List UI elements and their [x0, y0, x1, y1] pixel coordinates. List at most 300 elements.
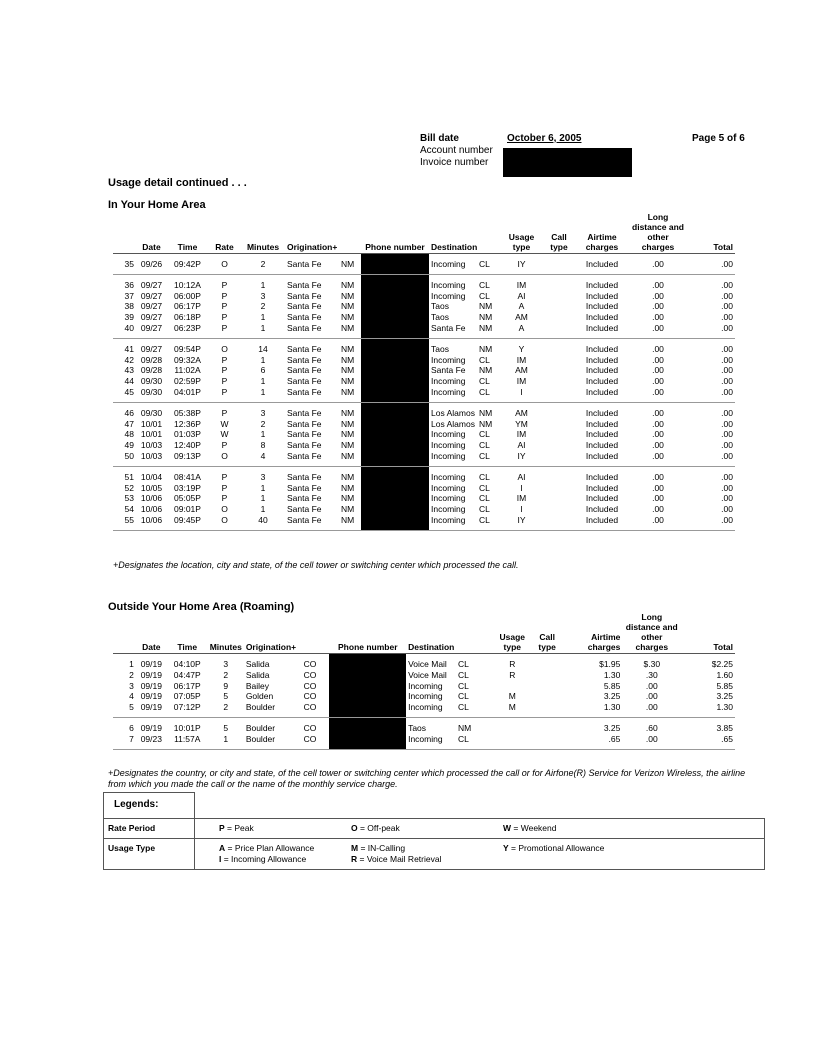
home-row: [113, 515, 735, 530]
roam-cell: 11:57A: [174, 733, 201, 744]
home-cell: Santa Fe: [287, 312, 322, 323]
home-cell: NM: [341, 343, 355, 354]
home-cell: 10/03: [140, 450, 163, 461]
home-cell: 1: [260, 322, 266, 333]
roam-cell: 09/19: [140, 722, 162, 733]
home-row: [113, 387, 735, 402]
roam-cell: .65: [721, 733, 733, 744]
home-cell: [544, 254, 574, 275]
home-cell: Included: [585, 450, 619, 461]
home-cell: YM: [515, 418, 528, 429]
home-cell: Included: [585, 301, 619, 312]
home-cell: IM: [516, 429, 527, 440]
roam-cell: .60: [645, 722, 658, 733]
home-cell: .00: [652, 418, 664, 429]
col-long-distance: Long distance and other charges: [632, 212, 684, 252]
roam-cell: 06:17P: [173, 680, 201, 691]
home-cell: .00: [721, 322, 733, 333]
home-cell: 03:19P: [174, 482, 201, 493]
phone-number-redacted: [361, 451, 429, 466]
col-index: [113, 212, 136, 254]
roam-cell: CL: [458, 733, 469, 744]
phone-number-redacted: [329, 702, 406, 717]
roam-cell: CO: [303, 733, 317, 744]
roam-cell: 3: [129, 680, 134, 691]
home-cell: .00: [721, 471, 733, 482]
home-cell: W: [220, 429, 229, 440]
roam-cell: NM: [458, 722, 472, 733]
home-cell: 39: [124, 312, 134, 323]
home-cell: 11:02A: [174, 365, 201, 376]
home-cell: Santa Fe: [431, 365, 466, 376]
home-cell: 09/28: [140, 354, 163, 365]
home-area-title: In Your Home Area: [108, 199, 206, 211]
home-cell: P: [221, 365, 228, 376]
home-cell: .00: [721, 450, 733, 461]
roam-cell: Taos: [408, 722, 427, 733]
roaming-note: +Designates the country, or city and state, of the cell tower or switching center which processed the call or for Airfone(R) Service for Verizon Wireless, the airline from which you made the call or the name of the monthly service charge.: [108, 768, 746, 789]
home-cell: Santa Fe: [287, 365, 322, 376]
home-cell: 10/04: [140, 471, 163, 482]
roam-cell: .30: [645, 669, 658, 680]
home-header-row: [113, 212, 735, 254]
home-cell: 41: [124, 343, 134, 354]
roam-row: [113, 702, 735, 717]
home-cell: 05:05P: [174, 493, 201, 504]
home-cell: .00: [652, 482, 664, 493]
roam-cell: 4: [129, 691, 134, 702]
home-row: [113, 504, 735, 515]
roam-cell: 3: [223, 659, 229, 669]
home-cell: 49: [124, 440, 134, 451]
home-cell: P: [221, 322, 228, 333]
home-cell: 10/06: [140, 514, 163, 525]
home-cell: .00: [721, 290, 733, 301]
home-cell: .00: [652, 301, 664, 312]
home-cell: Incoming: [431, 386, 466, 397]
legend-rate-item: W = Weekend: [503, 823, 557, 833]
roam-cell: Boulder: [245, 733, 276, 744]
roam-cell: 3.25: [603, 691, 621, 702]
home-cell: 42: [124, 354, 134, 365]
phone-number-redacted: [361, 387, 429, 402]
roam-cell: 2: [223, 669, 229, 680]
home-cell: .00: [652, 514, 664, 525]
home-cell: Incoming: [431, 279, 466, 290]
roam-cell: Bailey: [245, 680, 269, 691]
home-cell: 09/27: [140, 312, 163, 323]
roam-cell: CL: [458, 691, 469, 702]
home-cell: 14: [258, 343, 268, 354]
roam-cell: Salida: [245, 659, 270, 669]
roam-cell: Salida: [245, 669, 270, 680]
home-cell: O: [221, 504, 228, 515]
home-cell: .00: [721, 514, 733, 525]
home-cell: Included: [585, 429, 619, 440]
home-cell: [544, 387, 574, 402]
roam-cell: CO: [303, 722, 317, 733]
home-row: [113, 365, 735, 376]
roam-cell: 10:01P: [173, 722, 201, 733]
page-number: Page 5 of 6: [692, 133, 745, 144]
roam-cell: $1.95: [599, 659, 621, 669]
home-cell: 09/27: [140, 343, 163, 354]
home-cell: 06:17P: [174, 301, 201, 312]
home-cell: 09:45P: [174, 514, 201, 525]
home-cell: NM: [341, 322, 355, 333]
roam-col-origination: Origination+: [245, 642, 297, 652]
home-cell: Santa Fe: [287, 450, 322, 461]
home-cell: Santa Fe: [287, 322, 322, 333]
home-cell: NM: [341, 290, 355, 301]
home-cell: A: [518, 301, 525, 312]
home-cell: NM: [341, 504, 355, 515]
home-cell: NM: [341, 407, 355, 418]
home-cell: 08:41A: [174, 471, 201, 482]
home-cell: Included: [585, 418, 619, 429]
home-cell: Included: [585, 312, 619, 323]
home-cell: 12:40P: [174, 440, 201, 451]
home-cell: Santa Fe: [287, 514, 322, 525]
home-cell: Included: [585, 365, 619, 376]
col-time: Time: [177, 242, 198, 252]
roam-cell: [531, 717, 564, 733]
roam-cell: CO: [303, 680, 317, 691]
legend-rate-values: [195, 819, 765, 839]
home-cell: CL: [479, 504, 490, 515]
home-cell: O: [221, 450, 228, 461]
roam-cell: [494, 681, 531, 692]
roaming-title: Outside Your Home Area (Roaming): [108, 601, 295, 613]
home-row: [113, 440, 735, 451]
home-cell: .00: [652, 259, 664, 269]
phone-number-redacted: [361, 402, 429, 418]
roam-cell: 1.60: [716, 669, 733, 680]
home-cell: 1: [260, 279, 266, 290]
home-cell: 51: [124, 471, 134, 482]
roam-cell: [531, 681, 564, 692]
home-cell: AI: [517, 471, 526, 482]
roam-cell: .65: [608, 733, 621, 744]
home-cell: 6: [260, 365, 266, 376]
home-cell: [544, 515, 574, 530]
home-cell: 1: [260, 482, 266, 493]
home-cell: 10:12A: [174, 279, 201, 290]
home-cell: O: [221, 343, 228, 354]
phone-number-redacted: [361, 515, 429, 530]
col-call-type: Call type: [550, 232, 568, 252]
phone-number-redacted: [361, 365, 429, 376]
roam-cell: Incoming: [408, 691, 443, 702]
roam-cell: M: [508, 691, 516, 702]
home-cell: IY: [517, 259, 526, 269]
account-number-label: Account number: [420, 145, 493, 156]
legend-title-row: [104, 793, 765, 819]
roam-cell: 09/19: [140, 702, 162, 713]
phone-number-redacted: [361, 483, 429, 494]
home-cell: .00: [721, 365, 733, 376]
home-cell: 01:03P: [174, 429, 201, 440]
home-cell: NM: [479, 365, 493, 376]
col-minutes: Minutes: [246, 242, 280, 252]
home-cell: NM: [341, 493, 355, 504]
home-cell: 1: [260, 376, 266, 387]
home-cell: 06:18P: [174, 312, 201, 323]
roam-cell: 1: [223, 733, 229, 744]
home-cell: CL: [479, 259, 490, 269]
home-cell: .00: [652, 343, 664, 354]
legend-usage-item: I = Incoming Allowance: [219, 854, 307, 864]
home-cell: [544, 365, 574, 376]
home-cell: CL: [479, 450, 490, 461]
home-row: [113, 301, 735, 312]
roam-cell: CO: [303, 669, 317, 680]
home-cell: CL: [479, 386, 490, 397]
home-cell: Y: [518, 343, 525, 354]
col-phone-number: Phone number: [365, 242, 425, 252]
home-cell: .00: [721, 312, 733, 323]
home-cell: Los Alamos: [431, 407, 475, 418]
home-cell: CL: [479, 279, 490, 290]
home-cell: NM: [479, 418, 493, 429]
home-cell: P: [221, 301, 228, 312]
home-cell: [544, 440, 574, 451]
home-cell: Incoming: [431, 471, 466, 482]
home-cell: 36: [124, 279, 134, 290]
home-cell: [544, 451, 574, 466]
home-cell: 38: [124, 301, 134, 312]
col-date: Date: [142, 242, 161, 252]
phone-number-redacted: [361, 323, 429, 338]
home-cell: NM: [341, 482, 355, 493]
home-row: [113, 493, 735, 504]
home-cell: Santa Fe: [287, 354, 322, 365]
home-cell: P: [221, 386, 228, 397]
home-cell: AI: [517, 440, 526, 451]
home-cell: Included: [585, 290, 619, 301]
home-cell: 3: [260, 407, 266, 418]
home-row: [113, 323, 735, 338]
roam-cell: CO: [303, 702, 317, 713]
home-cell: 09:01P: [174, 504, 201, 515]
home-cell: NM: [341, 312, 355, 323]
home-cell: .00: [652, 504, 664, 515]
home-row: [113, 338, 735, 354]
roam-cell: CL: [458, 702, 469, 713]
roam-cell: 1.30: [716, 702, 733, 713]
home-cell: 1: [260, 312, 266, 323]
roam-row: [113, 654, 735, 670]
home-cell: Included: [585, 504, 619, 515]
home-cell: Santa Fe: [287, 482, 322, 493]
home-cell: I: [520, 504, 523, 515]
home-cell: 04:01P: [174, 386, 201, 397]
roam-row: [113, 670, 735, 681]
roam-cell: M: [508, 702, 516, 713]
home-row: [113, 451, 735, 466]
home-cell: P: [221, 493, 228, 504]
roam-cell: 1.30: [603, 702, 621, 713]
continued-title: Usage detail continued . . .: [108, 177, 247, 189]
roam-cell: CO: [303, 691, 317, 702]
home-cell: .00: [652, 429, 664, 440]
roam-cell: CL: [458, 669, 469, 680]
home-cell: NM: [341, 429, 355, 440]
roam-cell: $.30: [643, 659, 661, 669]
home-cell: .00: [721, 354, 733, 365]
home-cell: 10/05: [140, 482, 163, 493]
home-cell: Included: [585, 322, 619, 333]
legend-usage-item: A = Price Plan Allowance: [219, 843, 315, 853]
home-cell: NM: [341, 471, 355, 482]
roam-cell: Incoming: [408, 733, 443, 744]
home-cell: Included: [585, 386, 619, 397]
col-destination: Destination: [431, 242, 478, 252]
phone-number-redacted: [329, 681, 406, 692]
legend-usage-item: R = Voice Mail Retrieval: [351, 854, 442, 864]
home-cell: NM: [341, 440, 355, 451]
home-cell: 2: [260, 418, 266, 429]
roam-cell: Incoming: [408, 702, 443, 713]
home-cell: .00: [721, 386, 733, 397]
home-cell: Incoming: [431, 504, 466, 515]
home-cell: AM: [515, 407, 528, 418]
home-cell: 54: [124, 504, 134, 515]
bill-date-label: Bill date: [420, 133, 459, 144]
home-cell: 09/27: [140, 279, 163, 290]
home-cell: 1: [260, 354, 266, 365]
roam-cell: 09/19: [140, 659, 162, 669]
home-row: [113, 466, 735, 482]
legend-usage-label: Usage Type: [104, 839, 195, 870]
roam-cell: 5: [223, 722, 229, 733]
roam-cell: .00: [645, 733, 658, 744]
home-cell: [544, 323, 574, 338]
legend-rate-row: [104, 819, 765, 839]
roam-cell: 2: [129, 669, 134, 680]
home-cell: O: [221, 514, 228, 525]
home-cell: Incoming: [431, 429, 466, 440]
home-cell: NM: [341, 376, 355, 387]
phone-number-redacted: [361, 440, 429, 451]
phone-number-redacted: [361, 301, 429, 312]
col-usage-type: Usage type: [508, 232, 535, 252]
home-cell: NM: [341, 354, 355, 365]
legend-table: [103, 792, 765, 870]
roam-cell: .00: [645, 691, 658, 702]
roam-cell: Voice Mail: [408, 669, 447, 680]
home-cell: NM: [341, 450, 355, 461]
home-cell: Incoming: [431, 376, 466, 387]
roam-cell: 3.85: [716, 722, 733, 733]
roam-cell: 07:05P: [173, 691, 201, 702]
home-cell: 40: [258, 514, 268, 525]
home-cell: 2: [260, 259, 266, 269]
home-cell: 10/01: [140, 418, 163, 429]
home-cell: Santa Fe: [287, 493, 322, 504]
home-cell: NM: [479, 343, 493, 354]
home-row: [113, 254, 735, 275]
home-cell: [544, 274, 574, 290]
home-cell: 09:42P: [174, 259, 201, 269]
home-cell: 10/01: [140, 429, 163, 440]
home-cell: NM: [479, 312, 493, 323]
roam-col-phone-number: Phone number: [338, 642, 398, 652]
home-cell: NM: [341, 514, 355, 525]
home-cell: .00: [721, 301, 733, 312]
home-cell: NM: [341, 259, 355, 269]
home-cell: Included: [585, 440, 619, 451]
home-cell: Incoming: [431, 259, 466, 269]
home-cell: .00: [652, 290, 664, 301]
roam-cell: 09/23: [140, 733, 162, 744]
roam-cell: 04:10P: [173, 659, 201, 669]
home-cell: Santa Fe: [287, 429, 322, 440]
home-cell: .00: [652, 440, 664, 451]
home-cell: Santa Fe: [287, 343, 322, 354]
roam-cell: [531, 670, 564, 681]
home-cell: [544, 338, 574, 354]
account-redaction: [503, 148, 632, 177]
home-cell: Included: [585, 471, 619, 482]
phone-number-redacted: [361, 355, 429, 366]
home-cell: Included: [585, 482, 619, 493]
home-cell: I: [520, 482, 523, 493]
phone-number-redacted: [361, 254, 429, 275]
roam-cell: 1: [129, 659, 134, 669]
roam-cell: 09/19: [140, 669, 162, 680]
legend-title-spacer: [195, 793, 765, 819]
roam-cell: CO: [303, 659, 317, 669]
home-cell: 02:59P: [174, 376, 201, 387]
home-row: [113, 355, 735, 366]
home-cell: .00: [652, 322, 664, 333]
legend-usage-row: [104, 839, 765, 870]
home-cell: AI: [517, 290, 526, 301]
roam-cell: Incoming: [408, 680, 443, 691]
home-cell: [544, 301, 574, 312]
home-cell: [544, 504, 574, 515]
home-cell: CL: [479, 482, 490, 493]
legend-usage-item: M = IN-Calling: [351, 843, 406, 853]
roam-cell: 5.85: [716, 680, 733, 691]
home-cell: NM: [479, 322, 493, 333]
home-cell: 8: [260, 440, 266, 451]
home-cell: 10/06: [140, 504, 163, 515]
home-cell: [544, 466, 574, 482]
roam-cell: .00: [645, 702, 658, 713]
phone-number-redacted: [361, 504, 429, 515]
roam-col-destination: Destination: [408, 642, 455, 652]
home-cell: [544, 429, 574, 440]
home-cell: .00: [721, 440, 733, 451]
home-cell: Incoming: [431, 450, 466, 461]
roam-col-call-type: Call type: [538, 632, 556, 652]
roam-cell: $2.25: [711, 659, 733, 669]
legend-rate-item: O = Off-peak: [351, 823, 400, 833]
phone-number-redacted: [361, 338, 429, 354]
home-cell: .00: [652, 376, 664, 387]
roam-cell: Golden: [245, 691, 274, 702]
roam-cell: [531, 734, 564, 749]
legend-usage-values: [195, 839, 765, 870]
home-row: [113, 291, 735, 302]
legend-title: Legends:: [104, 793, 195, 819]
home-cell: P: [221, 471, 228, 482]
home-cell: 55: [124, 514, 134, 525]
home-cell: 37: [124, 290, 134, 301]
home-cell: 09:32A: [174, 354, 201, 365]
